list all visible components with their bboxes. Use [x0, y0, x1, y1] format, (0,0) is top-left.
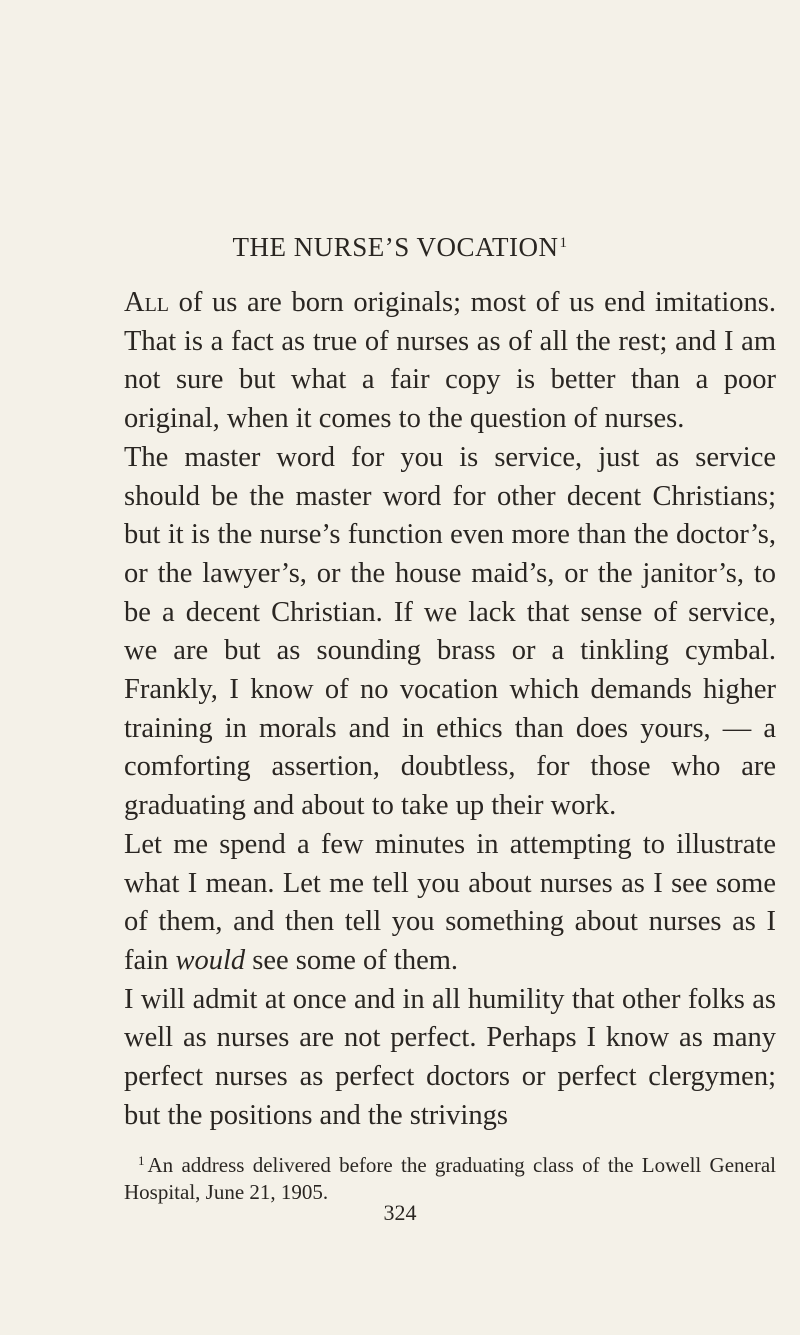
footnote-mark: 1 [138, 1153, 145, 1168]
body-text [124, 284, 776, 1135]
footnote [124, 1147, 776, 1206]
footnote-reference: 1 [559, 235, 568, 251]
footnote-text: An address delivered before the graduating class of the Lowell General Hospital, June 21, 1905. [124, 1153, 776, 1204]
footnotes [124, 1147, 776, 1206]
paragraph-3 [124, 826, 776, 981]
chapter-title [0, 232, 800, 263]
paragraph-3-text: Let me spend a few minutes in attempting to illustrate what I mean. Let me tell you about nurses as I see some of them, and then tell you something about nurses as I fain [124, 828, 776, 976]
paragraph-2: The master word for you is service, just as service should be the master word for other decent Christians; but it is the nurse’s function even more than the doctor’s, or the lawyer’s, or the house maid’s, or the janitor’s, to be a decent Christian. If we lack that sense of service, we are but as sounding brass or a tinkling cymbal. Frankly, I know of no vocation which demands higher training in morals and in ethics than does yours, — a comforting assertion, doubtless, for those who are graduating and about to take up their work. [124, 441, 776, 822]
paragraph-4: I will admit at once and in all humility that other folks as well as nurses are not perfect. Perhaps I know as many perfect nurses as perfect doctors or perfect clergymen; but the positions and the strivings [124, 983, 776, 1131]
chapter-title-text: THE NURSE’S VOCATION [232, 232, 559, 262]
emphasis-text: would [175, 944, 246, 976]
paragraph-1-text: of us are born originals; most of us end imitations. That is a fact as true of nurses as of all the rest; and I am not sure but what a fair copy is better than a poor original, when it comes to the question of nurses. [124, 287, 776, 435]
paragraph-1 [124, 284, 776, 439]
paragraph-3-text-after: see some of them. [245, 944, 459, 976]
page-number: 324 [383, 1200, 417, 1225]
lead-word: All [124, 287, 170, 318]
